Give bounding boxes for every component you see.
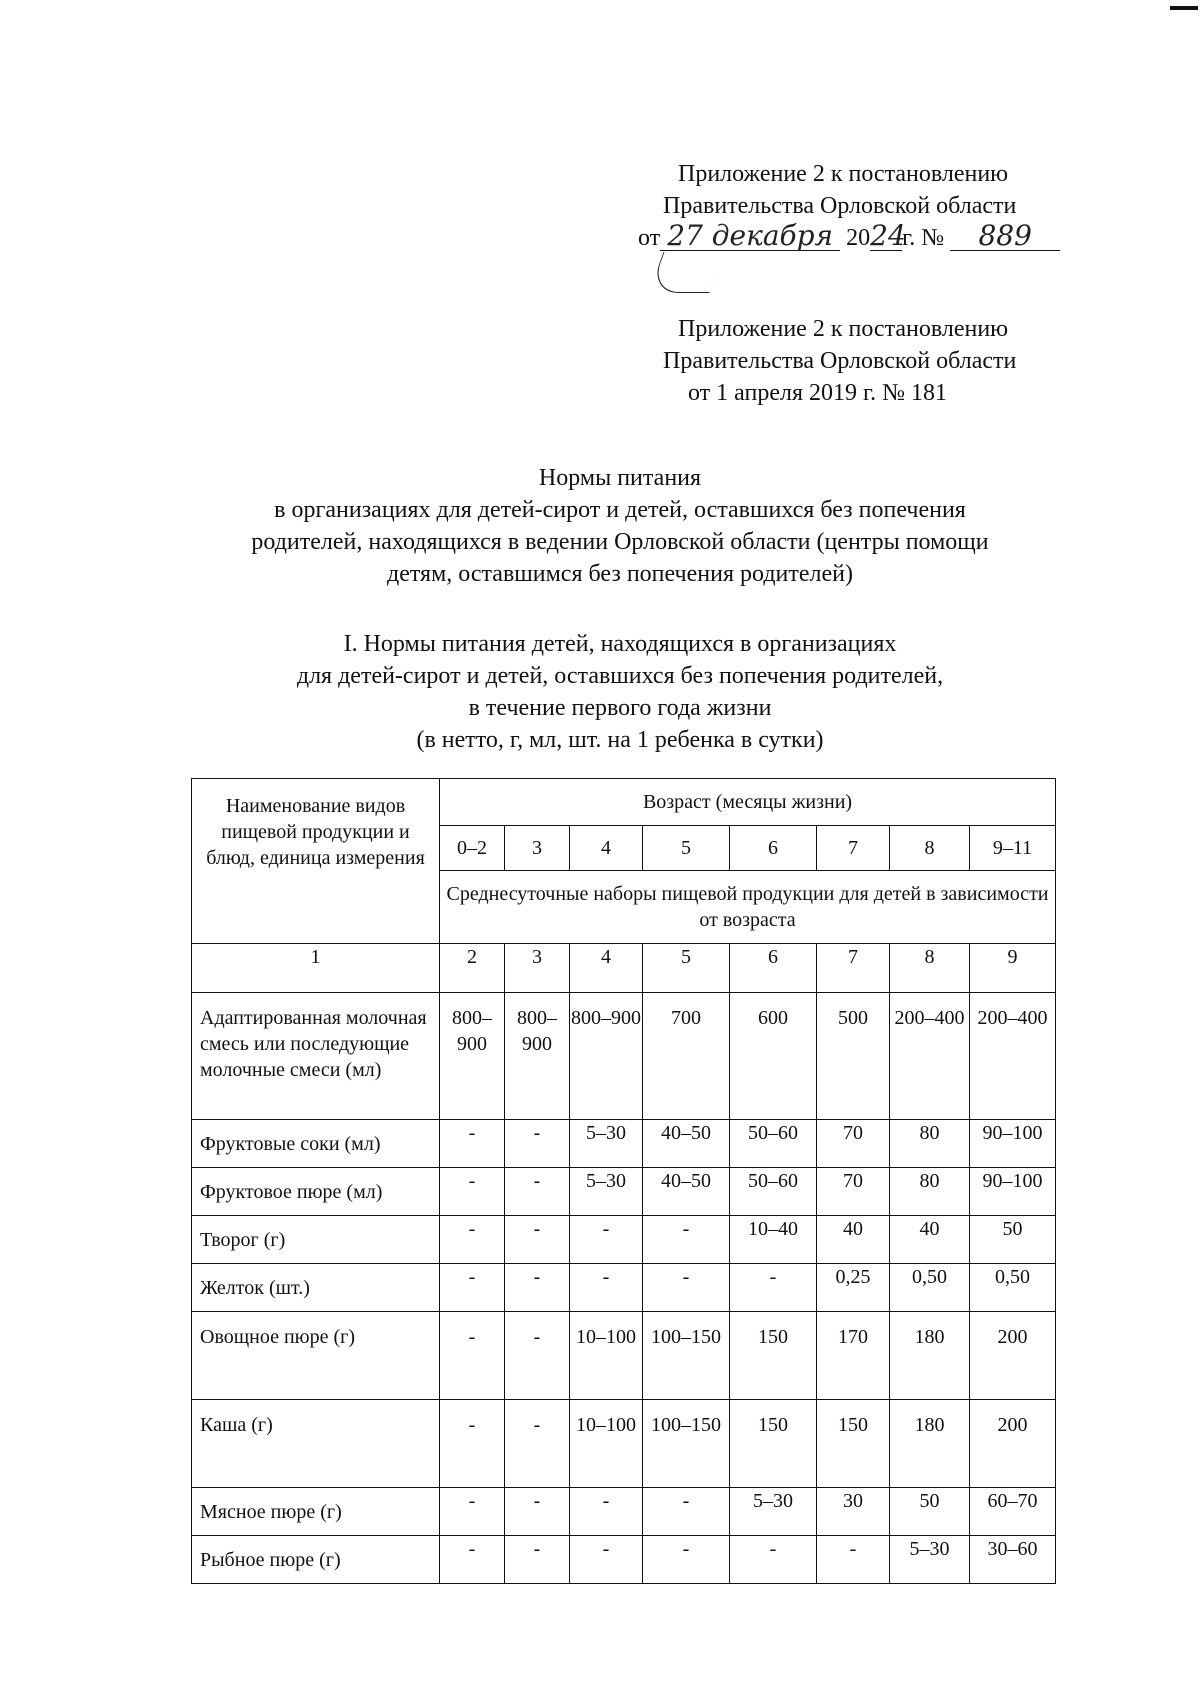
header-age: Возраст (месяцы жизни) bbox=[440, 779, 1056, 826]
column-number: 8 bbox=[890, 944, 970, 993]
annex-header-current bbox=[638, 158, 1060, 254]
document-title bbox=[160, 462, 1080, 590]
value-cell: - bbox=[570, 1216, 643, 1264]
value-cell: 200–400 bbox=[970, 993, 1056, 1120]
column-number: 7 bbox=[817, 944, 890, 993]
product-name: Желток (шт.) bbox=[192, 1264, 440, 1312]
value-cell: 0,50 bbox=[890, 1264, 970, 1312]
title-line-3: родителей, находящихся в ведении Орловской области (центры помощи bbox=[251, 529, 989, 555]
table-row bbox=[192, 1216, 1056, 1264]
value-cell: 800–900 bbox=[505, 993, 570, 1120]
table-row bbox=[192, 1264, 1056, 1312]
annex-original-line-3: от 1 апреля 2019 г. № 181 bbox=[688, 380, 948, 406]
page-corner-mark bbox=[1170, 6, 1198, 10]
value-cell: - bbox=[730, 1536, 817, 1584]
table-row bbox=[192, 1536, 1056, 1584]
value-cell: - bbox=[505, 1264, 570, 1312]
value-cell: 100–150 bbox=[643, 1400, 730, 1488]
value-cell: - bbox=[570, 1536, 643, 1584]
column-number: 4 bbox=[570, 944, 643, 993]
product-name: Рыбное пюре (г) bbox=[192, 1536, 440, 1584]
value-cell: - bbox=[440, 1536, 505, 1584]
value-cell: 5–30 bbox=[570, 1120, 643, 1168]
value-cell: - bbox=[440, 1216, 505, 1264]
product-name: Мясное пюре (г) bbox=[192, 1488, 440, 1536]
product-name: Адаптированная молочная смесь или последующие молочные смеси (мл) bbox=[192, 993, 440, 1120]
value-cell: 150 bbox=[730, 1312, 817, 1400]
value-cell: 100–150 bbox=[643, 1312, 730, 1400]
value-cell: - bbox=[505, 1168, 570, 1216]
section-line-4: (в нетто, г, мл, шт. на 1 ребенка в сутки) bbox=[416, 727, 824, 753]
nutrition-norms-table bbox=[191, 778, 1056, 1584]
value-cell: - bbox=[505, 1400, 570, 1488]
value-cell: - bbox=[505, 1312, 570, 1400]
year-prefix: 20 bbox=[846, 225, 871, 251]
annex-line-2: Правительства Орловской области bbox=[663, 193, 1017, 219]
age-cell: 3 bbox=[505, 826, 570, 871]
age-cell: 4 bbox=[570, 826, 643, 871]
signature-stroke bbox=[649, 252, 725, 293]
value-cell: - bbox=[505, 1120, 570, 1168]
value-cell: 50 bbox=[970, 1216, 1056, 1264]
value-cell: 50 bbox=[890, 1488, 970, 1536]
annex-original-line-1: Приложение 2 к постановлению bbox=[678, 316, 1009, 342]
column-number: 1 bbox=[192, 944, 440, 993]
value-cell: - bbox=[505, 1216, 570, 1264]
age-cell: 6 bbox=[730, 826, 817, 871]
value-cell: 80 bbox=[890, 1120, 970, 1168]
annex-original-line-2: Правительства Орловской области bbox=[663, 348, 1017, 374]
value-cell: 5–30 bbox=[730, 1488, 817, 1536]
value-cell: 800–900 bbox=[570, 993, 643, 1120]
value-cell: - bbox=[440, 1488, 505, 1536]
column-number: 9 bbox=[970, 944, 1056, 993]
table-row bbox=[192, 993, 1056, 1120]
value-cell: 200 bbox=[970, 1312, 1056, 1400]
value-cell: - bbox=[505, 1536, 570, 1584]
value-cell: - bbox=[440, 1120, 505, 1168]
annex-date-line bbox=[638, 219, 1060, 254]
value-cell: - bbox=[505, 1488, 570, 1536]
handwritten-year: 24 bbox=[870, 219, 906, 252]
value-cell: 0,50 bbox=[970, 1264, 1056, 1312]
value-cell: 40 bbox=[817, 1216, 890, 1264]
value-cell: 10–100 bbox=[570, 1400, 643, 1488]
age-cell: 7 bbox=[817, 826, 890, 871]
value-cell: - bbox=[570, 1264, 643, 1312]
value-cell: 70 bbox=[817, 1168, 890, 1216]
product-name: Каша (г) bbox=[192, 1400, 440, 1488]
date-prefix: от bbox=[638, 225, 661, 251]
value-cell: 150 bbox=[730, 1400, 817, 1488]
value-cell: 90–100 bbox=[970, 1168, 1056, 1216]
value-cell: 40–50 bbox=[643, 1120, 730, 1168]
value-cell: 30 bbox=[817, 1488, 890, 1536]
section-line-1: I. Нормы питания детей, находящихся в организациях bbox=[343, 631, 897, 657]
column-number-row bbox=[192, 944, 1056, 993]
value-cell: 700 bbox=[643, 993, 730, 1120]
product-name: Творог (г) bbox=[192, 1216, 440, 1264]
value-cell: 40–50 bbox=[643, 1168, 730, 1216]
value-cell: 5–30 bbox=[570, 1168, 643, 1216]
table-row bbox=[192, 1400, 1056, 1488]
table-row bbox=[192, 1312, 1056, 1400]
value-cell: 90–100 bbox=[970, 1120, 1056, 1168]
value-cell: 500 bbox=[817, 993, 890, 1120]
age-cell: 0–2 bbox=[440, 826, 505, 871]
title-line-4: детям, оставшимся без попечения родителей) bbox=[387, 561, 853, 587]
product-name: Фруктовое пюре (мл) bbox=[192, 1168, 440, 1216]
value-cell: 200–400 bbox=[890, 993, 970, 1120]
age-cell: 9–11 bbox=[970, 826, 1056, 871]
value-cell: 600 bbox=[730, 993, 817, 1120]
age-cell: 8 bbox=[890, 826, 970, 871]
value-cell: - bbox=[730, 1264, 817, 1312]
column-number: 5 bbox=[643, 944, 730, 993]
column-number: 2 bbox=[440, 944, 505, 993]
value-cell: - bbox=[440, 1312, 505, 1400]
header-product-name: Наименование видов пищевой продукции и блюд, единица измерения bbox=[192, 779, 440, 944]
value-cell: - bbox=[570, 1488, 643, 1536]
header-daily-sets: Среднесуточные наборы пищевой продукции для детей в зависимости от возраста bbox=[440, 871, 1056, 944]
value-cell: 10–40 bbox=[730, 1216, 817, 1264]
value-cell: - bbox=[643, 1488, 730, 1536]
value-cell: 150 bbox=[817, 1400, 890, 1488]
value-cell: - bbox=[440, 1400, 505, 1488]
section-line-3: в течение первого года жизни bbox=[468, 695, 772, 721]
value-cell: 800–900 bbox=[440, 993, 505, 1120]
value-cell: 60–70 bbox=[970, 1488, 1056, 1536]
section-heading bbox=[210, 628, 1030, 756]
value-cell: 10–100 bbox=[570, 1312, 643, 1400]
value-cell: - bbox=[643, 1216, 730, 1264]
value-cell: - bbox=[440, 1264, 505, 1312]
value-cell: 50–60 bbox=[730, 1168, 817, 1216]
value-cell: - bbox=[643, 1536, 730, 1584]
value-cell: 200 bbox=[970, 1400, 1056, 1488]
value-cell: - bbox=[440, 1168, 505, 1216]
value-cell: 170 bbox=[817, 1312, 890, 1400]
value-cell: 50–60 bbox=[730, 1120, 817, 1168]
annex-header-original bbox=[663, 313, 1017, 409]
product-name: Фруктовые соки (мл) bbox=[192, 1120, 440, 1168]
section-line-2: для детей-сирот и детей, оставшихся без попечения родителей, bbox=[296, 663, 944, 689]
value-cell: 30–60 bbox=[970, 1536, 1056, 1584]
product-name: Овощное пюре (г) bbox=[192, 1312, 440, 1400]
value-cell: - bbox=[817, 1536, 890, 1584]
value-cell: - bbox=[643, 1264, 730, 1312]
table-row bbox=[192, 1488, 1056, 1536]
year-suffix: г. № bbox=[902, 225, 945, 251]
handwritten-number: 889 bbox=[950, 222, 1060, 251]
value-cell: 70 bbox=[817, 1120, 890, 1168]
age-cell: 5 bbox=[643, 826, 730, 871]
column-number: 3 bbox=[505, 944, 570, 993]
value-cell: 180 bbox=[890, 1312, 970, 1400]
value-cell: 0,25 bbox=[817, 1264, 890, 1312]
title-line-1: Нормы питания bbox=[538, 465, 702, 491]
value-cell: 180 bbox=[890, 1400, 970, 1488]
table-row bbox=[192, 1168, 1056, 1216]
value-cell: 5–30 bbox=[890, 1536, 970, 1584]
title-line-2: в организациях для детей-сирот и детей, оставшихся без попечения bbox=[274, 497, 966, 523]
value-cell: 40 bbox=[890, 1216, 970, 1264]
handwritten-date: 27 декабря bbox=[660, 222, 840, 251]
value-cell: 80 bbox=[890, 1168, 970, 1216]
table-row bbox=[192, 1120, 1056, 1168]
column-number: 6 bbox=[730, 944, 817, 993]
annex-line-1: Приложение 2 к постановлению bbox=[678, 161, 1009, 187]
